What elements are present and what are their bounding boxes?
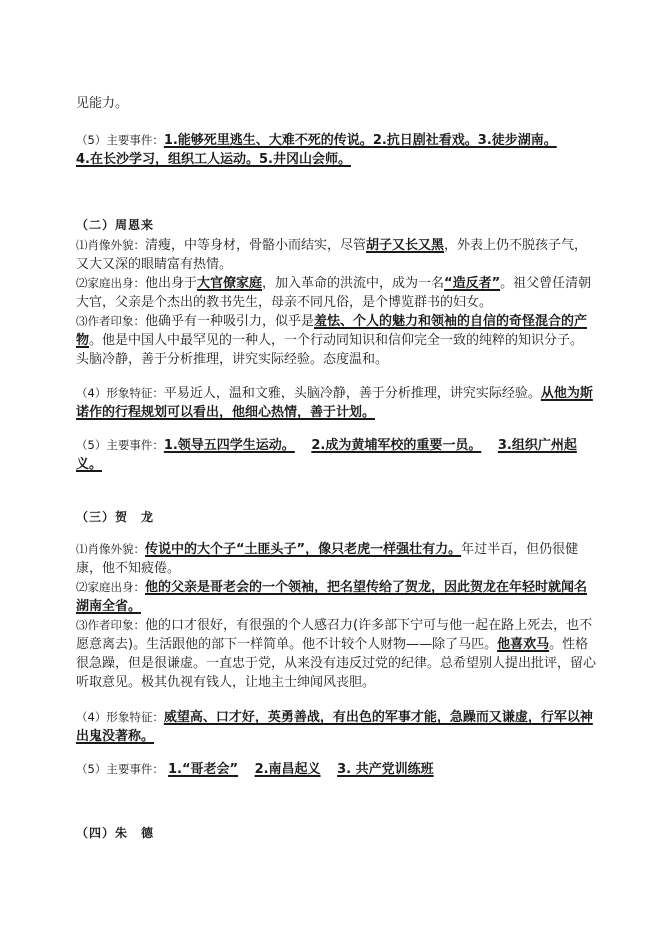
he-traits-label: （4）形象特征： [76, 710, 164, 724]
zhou-event-1: 1.领导五四学生运动。 [163, 438, 295, 453]
he-portrait: ⑴肖像外貌：传说中的大个子“土匪头子”，像只老虎一样强壮有力。年过半百，但仍很健康，他不知疲倦。 [76, 542, 579, 576]
he-events-label: （5）主要事件： [76, 762, 164, 776]
section-heading-zhou: （二）周恩来 [76, 218, 155, 232]
zhou-traits: （4）形象特征：平易近人，温和文雅，头脑冷静，善于分析推理，讲究实际经验。从他为斯诺作的行程规划可以看出，他细心热情，善于计划。 [76, 386, 593, 420]
he-family [76, 578, 596, 616]
zhou-event-3: 3.组织广州起义。 [76, 438, 577, 472]
mao-events-line2: 4.在长沙学习，组织工人运动。5.井冈山会师。 [76, 152, 351, 167]
mao-event-2: 2.抗日剧社看戏。 [372, 133, 478, 148]
zhou-portrait-label: ⑴肖像外貌： [76, 238, 145, 252]
he-impression-emph: 他喜欢马 [497, 637, 550, 652]
section-heading-zhu: （四）朱 德 [76, 826, 155, 840]
he-family-emph: 他的父亲是哥老会的一个领袖，把名望传给了贺龙，因此贺龙在年轻时就闻名湖南全省。 [76, 580, 588, 614]
mao-events [76, 131, 596, 169]
section-heading-he: （三）贺 龙 [76, 510, 155, 524]
he-events [76, 760, 596, 779]
mao-events-label: （5）主要事件： [76, 133, 164, 147]
he-traits-emph: 威望高、口才好，英勇善战，有出色的军事才能，急躁而又谦虚，行军以神出鬼没著称。 [76, 710, 593, 744]
zhou-event-2: 2.成为黄埔军校的重要一员。 [311, 438, 482, 453]
zhou-events-label: （5）主要事件： [76, 438, 164, 452]
intro-tail: 见能力。 [76, 96, 129, 111]
he-traits [76, 708, 596, 746]
zhou-family-emph2: “造反者” [444, 276, 501, 291]
zhou-impression: ⑶作者印象：他确乎有一种吸引力，似乎是羞怯、个人的魅力和领袖的自信的奇怪混合的产物。他是中国人中最罕见的一种人，一个行动同知识和信仰完全一致的纯粹的知识分子。头脑冷静，善于分析推理，讲究实际经验。态度温和。 [76, 314, 588, 367]
zhou-events [76, 436, 596, 474]
zhou-traits-emph: 从他为斯诺作的行程规划可以看出，他细心热情，善于计划。 [76, 386, 593, 420]
zhou-traits-label: （4）形象特征： [76, 386, 164, 400]
he-event-1: 1.“哥老会” [167, 762, 239, 777]
he-portrait-label: ⑴肖像外貌： [76, 542, 145, 556]
zhou-impression-emph: 羞怯、个人的魅力和领袖的自信的奇怪混合的产物 [76, 314, 588, 348]
he-impression: ⑶作者印象：他的口才很好，有很强的个人感召力(许多部下宁可与他一起在路上死去，也不愿意离去)。生活跟他的部下一样简单。他不计较个人财物——除了马匹。他喜欢马。性格很急躁，但是很谦虚。一直忠于党，从来没有违反过党的纪律。总希望别人提出批评，留心听取意见。极其仇视有钱人，让地主士绅闻风丧胆。 [76, 618, 597, 690]
zhou-family: ⑵家庭出身：他出身于大官僚家庭，加入革命的洪流中，成为一名“造反者”。祖父曾任清朝大官，父亲是个杰出的教书先生，母亲不同凡俗，是个博览群书的妇女。 [76, 276, 592, 310]
he-impression-label: ⑶作者印象： [76, 618, 145, 632]
he-event-2: 2.南昌起义 [254, 762, 321, 777]
mao-event-1: 1.能够死里逃生、大难不死的传说。 [163, 133, 373, 148]
zhou-family-label: ⑵家庭出身： [76, 276, 145, 290]
mao-event-3: 3.徒步湖南。 [477, 133, 557, 148]
he-family-label: ⑵家庭出身： [76, 580, 145, 594]
he-event-3: 3. 共产党训练班 [337, 762, 434, 777]
he-portrait-emph: 传说中的大个子“土匪头子”，像只老虎一样强壮有力。 [145, 542, 462, 557]
zhou-portrait-emph: 胡子又长又黑 [366, 238, 445, 253]
zhou-impression-label: ⑶作者印象： [76, 314, 145, 328]
zhou-family-emph1: 大官僚家庭 [197, 276, 263, 291]
zhou-portrait: ⑴肖像外貌：清瘦，中等身材，骨骼小而结实，尽管胡子又长又黑，外表上仍不脱孩子气，又大又深的眼睛富有热情。 [76, 238, 588, 272]
